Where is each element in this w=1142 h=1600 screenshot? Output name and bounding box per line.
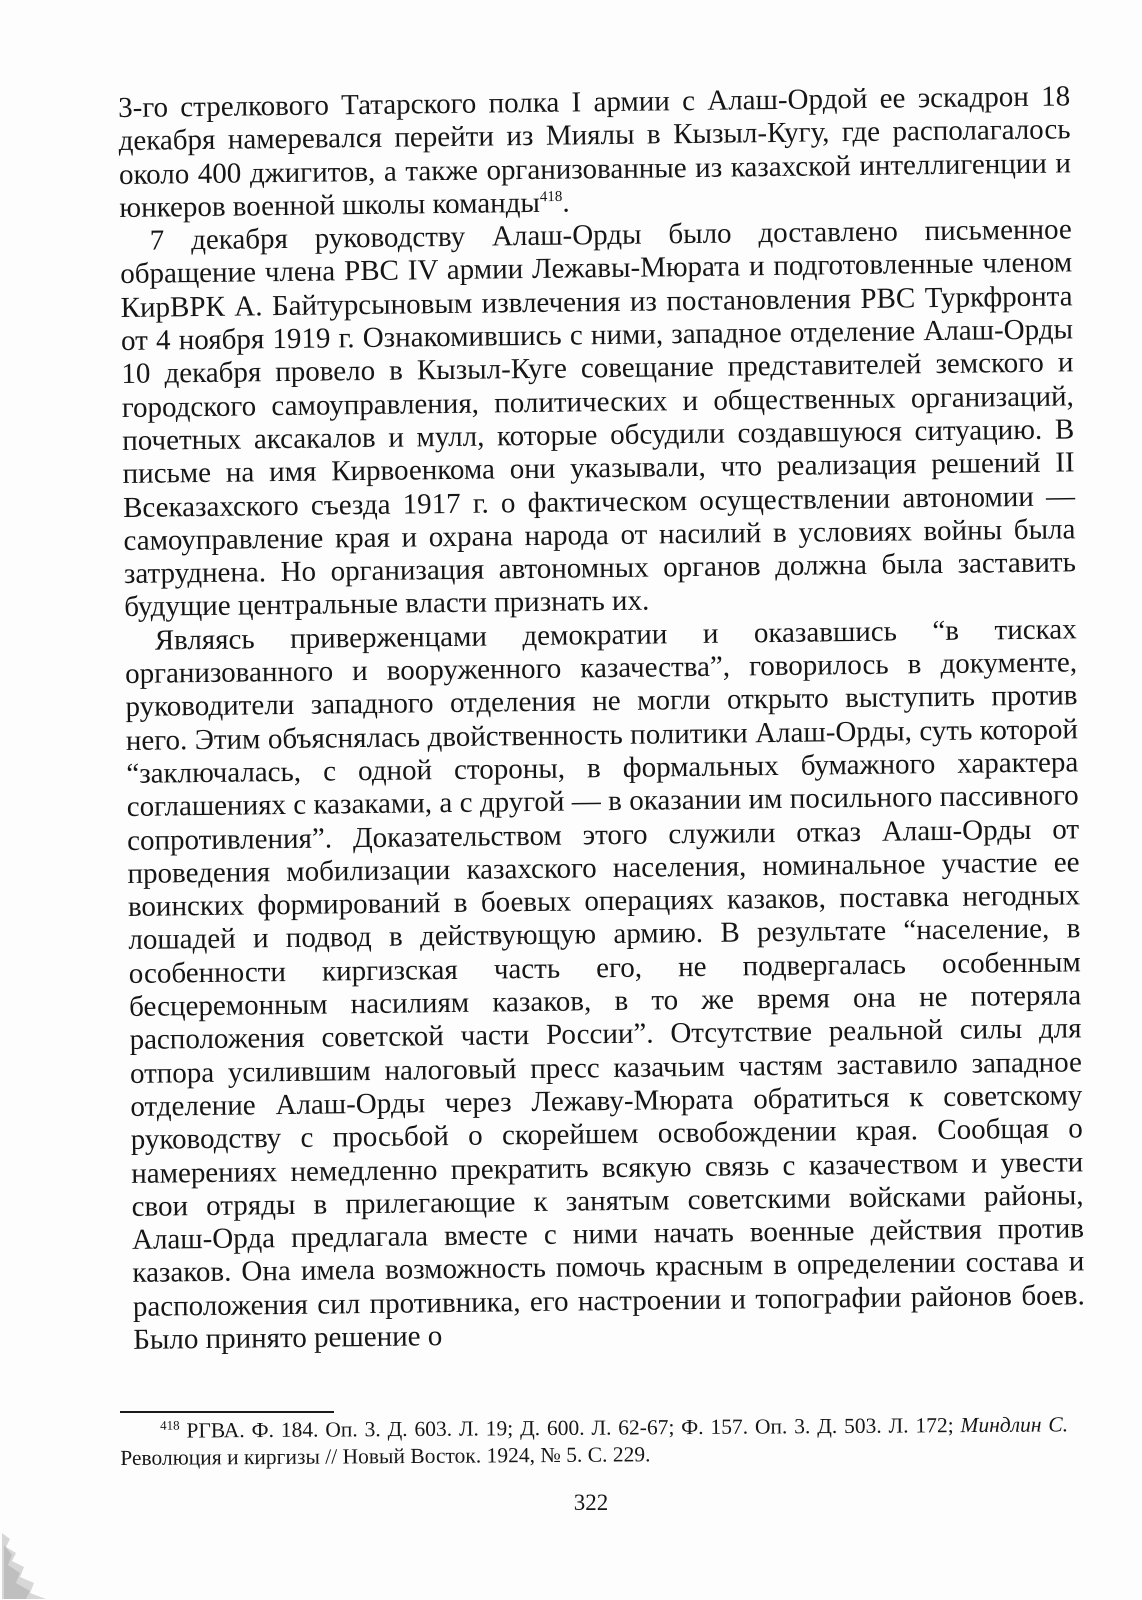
paragraph: 7 декабря руководству Алаш-Орды было доставлено письменное обращение члена РВС IV армии Лежавы-Мюрата и подготовленные членом КирВРК А. Байтурсыновым извлечения из постановления РВС Туркфронта от 4 ноября 1919 г. Ознакомившись с ними, западное отделение Алаш-Орды 10 декабря провело в Кызыл-Куге совещание представителей земского и городского самоуправления, политических и общественных организаций, почетных аксакалов и мулл, которые обсудили создавшуюся ситуацию. В письме на имя Кирвоенкома они указывали, что реализация решений II Всеказахского съезда 1917 г. о фактическом осуществлении автономии — самоуправление края и охрана народа от насилий в условиях войны была затруднена. Но организация автономных органов должна была заставить будущие центральные власти признать их. bbox=[120, 213, 1077, 624]
footnote-reference: 418 bbox=[539, 188, 563, 206]
paragraph: Являясь приверженцами демократии и оказавшись “в тисках организованного и вооруженного казачества”, говорилось в документе, руководители западного отделения не могли открыто выступить против него. Этим объяснялась двойственность политики Алаш-Орды, суть которой “заключалась, с одной стороны, в формальных бумажного характера соглашениях с казаками, а с другой — в оказании им посильного пассивного сопротивления”. Доказательством этого служили отказ Алаш-Орды от проведения мобилизации казахского населения, номинальное участие ее воинских формирований в боевых операциях казаков, поставка негодных лошадей и подвод в действующую армию. В результате “население, в особенности киргизская часть его, не подвергалась особенным бесцеремонным насилиям казаков, в то же время она не потеряла расположения советской части России”. Отсутствие реальной силы для отпора усилившим налоговый пресс казачьим частям заставило западное отделение Алаш-Орды через Лежаву-Мюрата обратиться к советскому руководству с просьбой о скорейшем освобождении края. Сообщая о намерениях немедленно прекратить всякую связь с казачеством и увести свои отряды в прилегающие к занятым советскими войсками районы, Алаш-Орда предлагала вместе с ними начать военные действия против казаков. Она имела возможность помочь красным в определении состава и расположения сил противника, его настроении и топографии районов боев. Было принято решение о bbox=[124, 613, 1085, 1356]
footnote bbox=[120, 1411, 1068, 1472]
scan-artifact bbox=[0, 1525, 75, 1600]
main-text bbox=[118, 80, 1085, 1357]
paragraph-tail: . bbox=[562, 186, 570, 219]
paragraph-text: 3-го стрелкового Татарского полка I армии с Алаш-Ордой ее эскадрон 18 декабря намеревался перейти из Миялы в Кызыл-Кугу, где располагалось около 400 джигитов, а также организованные из казахской интеллигенции и юнкеров военной школы команды bbox=[118, 80, 1072, 224]
footnote-text-continued: Революция и киргизы // Новый Восток. 1924, № 5. С. 229. bbox=[120, 1442, 651, 1470]
footnote-separator bbox=[120, 1411, 334, 1413]
paragraph-continued bbox=[118, 80, 1072, 225]
footnote-text: РГВА. Ф. 184. Оп. 3. Д. 603. Л. 19; Д. 600. Л. 62-67; Ф. 157. Оп. 3. Д. 503. Л. 172; bbox=[179, 1413, 961, 1443]
page-number: 322 bbox=[573, 1490, 609, 1515]
footnote-author: Миндлин С. bbox=[960, 1412, 1069, 1438]
footnote-entry bbox=[120, 1411, 1068, 1472]
footnote-number: 418 bbox=[159, 1417, 180, 1433]
